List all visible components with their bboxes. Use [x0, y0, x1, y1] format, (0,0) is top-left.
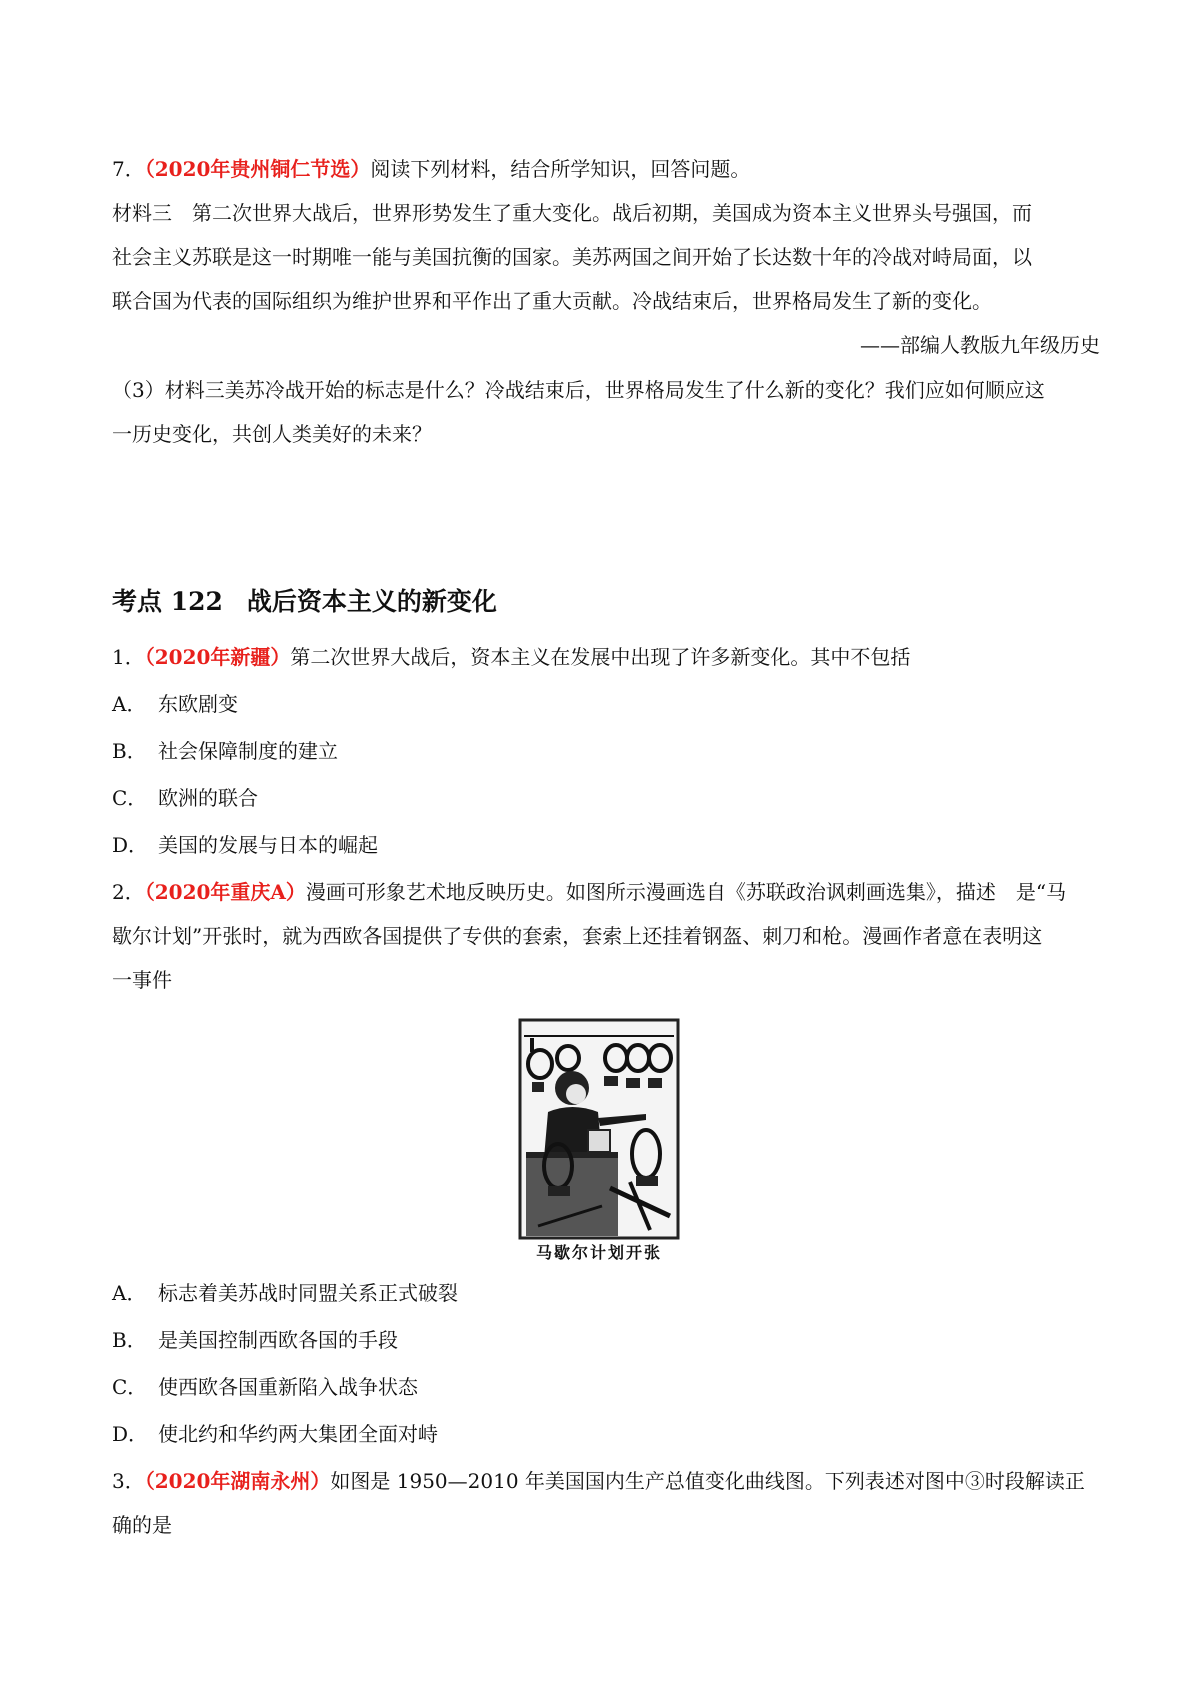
option-text: 社会保障制度的建立 [158, 739, 338, 763]
option-letter: C． [112, 786, 148, 810]
q7-citation: ——部编人教版九年级历史 [860, 333, 1100, 357]
q2-option-d [112, 1419, 438, 1449]
q2-stem-text: 漫画可形象艺术地反映历史。如图所示漫画选自《苏联政治讽刺画选集》，描述 是“马 [305, 880, 1067, 904]
q7-number: 7． [112, 157, 145, 181]
q2-stem-line: 一事件 [112, 968, 172, 992]
q1-option-d [112, 830, 378, 860]
option-text: 美国的发展与日本的崛起 [158, 833, 378, 857]
q1-number: 1． [112, 645, 145, 669]
q7-material-line: 联合国为代表的国际组织为维护世界和平作出了重大贡献。冷战结束后，世界格局发生了新的变化。 [112, 289, 992, 313]
option-letter: A． [112, 692, 147, 716]
q3-source: （2020年湖南永州） [144, 1469, 331, 1493]
option-text: 使北约和华约两大集团全面对峙 [158, 1422, 438, 1446]
q1-option-c [112, 783, 258, 813]
option-text: 东欧剧变 [158, 692, 238, 716]
q7-material-line: 社会主义苏联是这一时期唯一能与美国抗衡的国家。美苏两国之间开始了长达数十年的冷战对峙局面，以 [112, 245, 1032, 269]
option-letter: D． [112, 1422, 149, 1446]
option-letter: B． [112, 1328, 147, 1352]
q7-subquestion-line: 一历史变化，共创人类美好的未来？ [112, 422, 432, 446]
q2-option-b [112, 1325, 398, 1355]
option-letter: B． [112, 739, 147, 763]
section-code: 考点 122 [112, 587, 223, 616]
q7-source: （2020年贵州铜仁节选） [144, 157, 371, 181]
q3-number: 3． [112, 1469, 145, 1493]
q1-option-a [112, 689, 238, 719]
option-text: 使西欧各国重新陷入战争状态 [158, 1375, 418, 1399]
option-letter: C． [112, 1375, 148, 1399]
q3-stem-line: 确的是 [112, 1513, 172, 1537]
q3-stem [112, 1466, 1100, 1496]
q7-material-line: 材料三 第二次世界大战后，世界形势发生了重大变化。战后初期，美国成为资本主义世界头号强国，而 [112, 201, 1032, 225]
option-text: 是美国控制西欧各国的手段 [158, 1328, 398, 1352]
option-letter: A． [112, 1281, 147, 1305]
q7-stem [112, 154, 1100, 184]
q1-stem-text: 第二次世界大战后，资本主义在发展中出现了许多新变化。其中不包括 [290, 645, 911, 669]
q7-subquestion-line: （3）材料三美苏冷战开始的标志是什么？冷战结束后，世界格局发生了什么新的变化？我们应如何顺应这 [112, 378, 1045, 402]
q2-number: 2． [112, 880, 145, 904]
option-text: 欧洲的联合 [158, 786, 258, 810]
q1-source: （2020年新疆） [144, 645, 291, 669]
q2-stem [112, 877, 1100, 907]
section-title: 战后资本主义的新变化 [246, 587, 497, 616]
q2-option-a [112, 1278, 458, 1308]
section-heading [112, 584, 497, 620]
q3-stem-text: 如图是 1950—2010 年美国国内生产总值变化曲线图。下列表述对图中③时段解读正 [330, 1469, 1085, 1493]
option-letter: D． [112, 833, 149, 857]
option-text: 标志着美苏战时同盟关系正式破裂 [158, 1281, 458, 1305]
q1-option-b [112, 736, 338, 766]
cartoon-caption: 马歇尔计划开张 [535, 1243, 662, 1262]
q2-source: （2020年重庆A） [144, 880, 306, 904]
q7-stem-text: 阅读下列材料，结合所学知识，回答问题。 [370, 157, 751, 181]
q2-stem-line: 歇尔计划”开张时，就为西欧各国提供了专供的套索，套索上还挂着钢盔、刺刀和枪。漫画作者意在表明这 [112, 924, 1043, 948]
q1-stem [112, 642, 1100, 672]
cartoon-image [518, 1018, 680, 1266]
q2-option-c [112, 1372, 418, 1402]
